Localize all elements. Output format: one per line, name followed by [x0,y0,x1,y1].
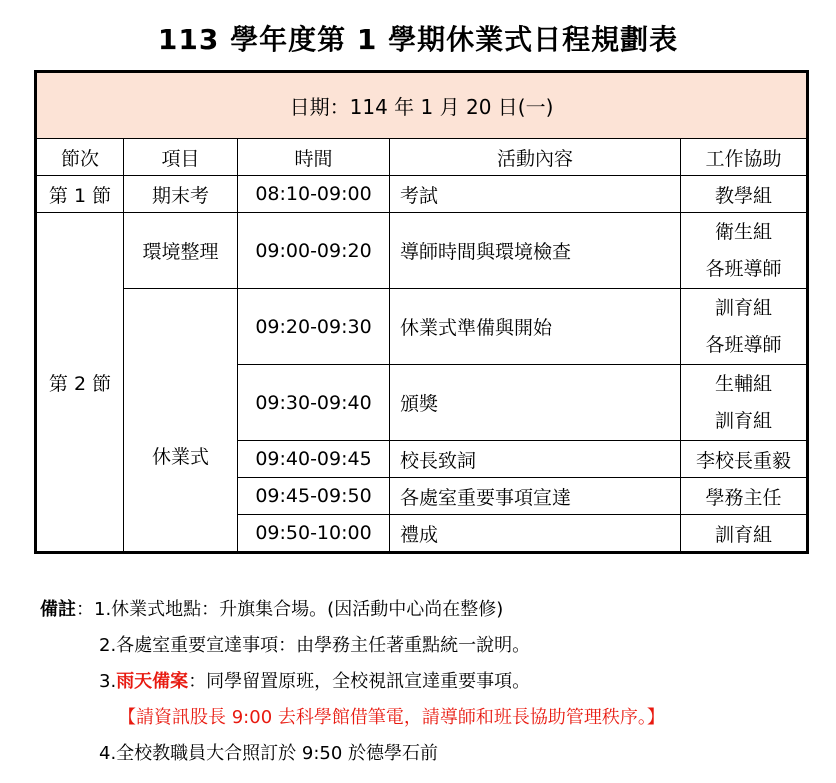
note-3 [40,664,665,700]
time-cell: 08:10-09:00 [238,176,390,213]
activity-cell: 各處室重要事項宣達 [390,478,681,515]
header-help: 工作協助 [681,139,808,176]
table-row [36,213,808,289]
schedule-table [34,70,809,554]
header-period: 節次 [36,139,124,176]
help-cell [681,289,808,365]
header-activity: 活動內容 [390,139,681,176]
activity-cell: 禮成 [390,515,681,553]
activity-cell: 導師時間與環境檢查 [390,213,681,289]
table-row [36,289,808,365]
help-cell [681,213,808,289]
activity-cell: 校長致詞 [390,441,681,478]
time-cell: 09:20-09:30 [238,289,390,365]
note-4: 4.全校教職員大合照訂於 9:50 於德學石前 [99,743,439,764]
help-cell: 學務主任 [681,478,808,515]
help-line: 各班導師 [705,333,782,356]
help-line: 訓育組 [715,409,773,432]
help-line: 訓育組 [715,296,773,319]
note-text: 1.休業式地點：升旗集合場。(因活動中心尚在整修) [94,599,504,620]
time-cell: 09:40-09:45 [238,441,390,478]
help-cell [681,365,808,441]
note-3-sub: 【請資訊股長 9:00 去科學館借筆電，請導師和班長協助管理秩序。】 [118,707,665,728]
help-line: 衛生組 [715,220,773,243]
date-row [36,72,808,139]
time-cell: 09:50-10:00 [238,515,390,553]
item-cell: 休業式 [124,289,238,553]
note-3-text: ：同學留置原班，全校視訊宣達重要事項。 [188,671,531,692]
note-1 [40,592,665,628]
help-cell: 教學組 [681,176,808,213]
item-cell: 期末考 [124,176,238,213]
header-time: 時間 [238,139,390,176]
note-2: 2.各處室重要宣達事項：由學務主任著重點統一說明。 [99,635,531,656]
notes-label: 備註 [40,599,76,620]
note-3-prefix: 3. [99,671,117,692]
help-cell: 李校長重毅 [681,441,808,478]
time-cell: 09:00-09:20 [238,213,390,289]
rain-plan-label: 雨天備案 [116,671,189,692]
help-line: 生輔組 [715,372,773,395]
activity-cell: 考試 [390,176,681,213]
notes-section [40,592,665,772]
header-item: 項目 [124,139,238,176]
activity-cell: 頒獎 [390,365,681,441]
activity-cell: 休業式準備與開始 [390,289,681,365]
table-row [36,176,808,213]
period-cell: 第 2 節 [36,213,124,553]
time-cell: 09:45-09:50 [238,478,390,515]
help-cell: 訓育組 [681,515,808,553]
notes-colon: ： [76,599,94,620]
header-row [36,139,808,176]
date-cell: 日期：114 年 1 月 20 日(一) [36,72,808,139]
help-line: 各班導師 [705,257,782,280]
page-title: 113 學年度第 1 學期休業式日程規劃表 [157,23,679,56]
item-cell: 環境整理 [124,213,238,289]
time-cell: 09:30-09:40 [238,365,390,441]
period-cell: 第 1 節 [36,176,124,213]
